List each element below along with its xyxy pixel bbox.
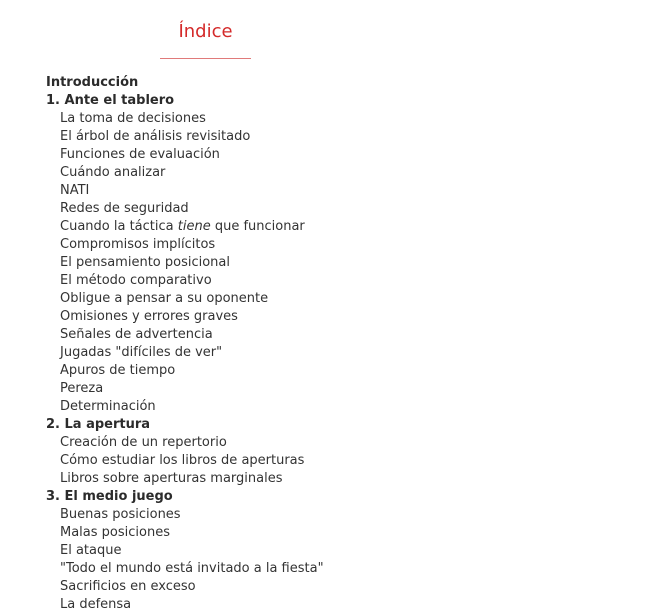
toc-item[interactable]: Compromisos implícitos [60, 237, 216, 252]
toc-item[interactable]: Omisiones y errores graves [60, 309, 238, 324]
toc-item[interactable]: El ataque [60, 543, 122, 558]
toc-item[interactable]: La toma de decisiones [60, 111, 206, 126]
toc-item-tactic-after: que funcionar [210, 219, 305, 234]
title-divider [160, 58, 251, 59]
toc-item[interactable]: Libros sobre aperturas marginales [60, 471, 283, 486]
toc-item[interactable]: Malas posiciones [60, 525, 170, 540]
table-of-contents [46, 74, 636, 614]
toc-item[interactable]: El pensamiento posicional [60, 255, 231, 270]
toc-item[interactable]: Sacrificios en exceso [60, 579, 196, 594]
toc-item[interactable]: Buenas posiciones [60, 507, 181, 522]
toc-item[interactable]: El árbol de análisis revisitado [60, 129, 251, 144]
toc-chapter-1-heading[interactable]: 1. Ante el tablero [46, 93, 175, 108]
toc-item[interactable]: La defensa [60, 597, 132, 612]
toc-item-tactic[interactable] [46, 218, 636, 236]
toc-item[interactable]: Cuándo analizar [60, 165, 166, 180]
toc-item[interactable]: Jugadas "difíciles de ver" [60, 345, 223, 360]
toc-item[interactable]: Creación de un repertorio [60, 435, 227, 450]
page-title: Índice [178, 21, 233, 42]
toc-chapter-2-heading[interactable]: 2. La apertura [46, 417, 151, 432]
toc-item[interactable]: Redes de seguridad [60, 201, 189, 216]
toc-item-tactic-emphasis: tiene [177, 219, 211, 234]
toc-item[interactable]: El método comparativo [60, 273, 212, 288]
toc-item[interactable]: "Todo el mundo está invitado a la fiesta" [60, 561, 324, 576]
toc-item[interactable]: Cómo estudiar los libros de aperturas [60, 453, 305, 468]
toc-item[interactable]: Señales de advertencia [60, 327, 213, 342]
toc-chapter-3-heading[interactable]: 3. El medio juego [46, 489, 173, 504]
toc-item[interactable]: Determinación [60, 399, 156, 414]
toc-item[interactable]: Funciones de evaluación [60, 147, 220, 162]
toc-item[interactable]: Obligue a pensar a su oponente [60, 291, 269, 306]
toc-item-tactic-before: Cuando la táctica [60, 219, 178, 234]
toc-introduction[interactable]: Introducción [46, 75, 139, 90]
toc-item[interactable]: Apuros de tiempo [60, 363, 176, 378]
toc-item[interactable]: Pereza [60, 381, 104, 396]
toc-item[interactable]: NATI [60, 183, 90, 198]
